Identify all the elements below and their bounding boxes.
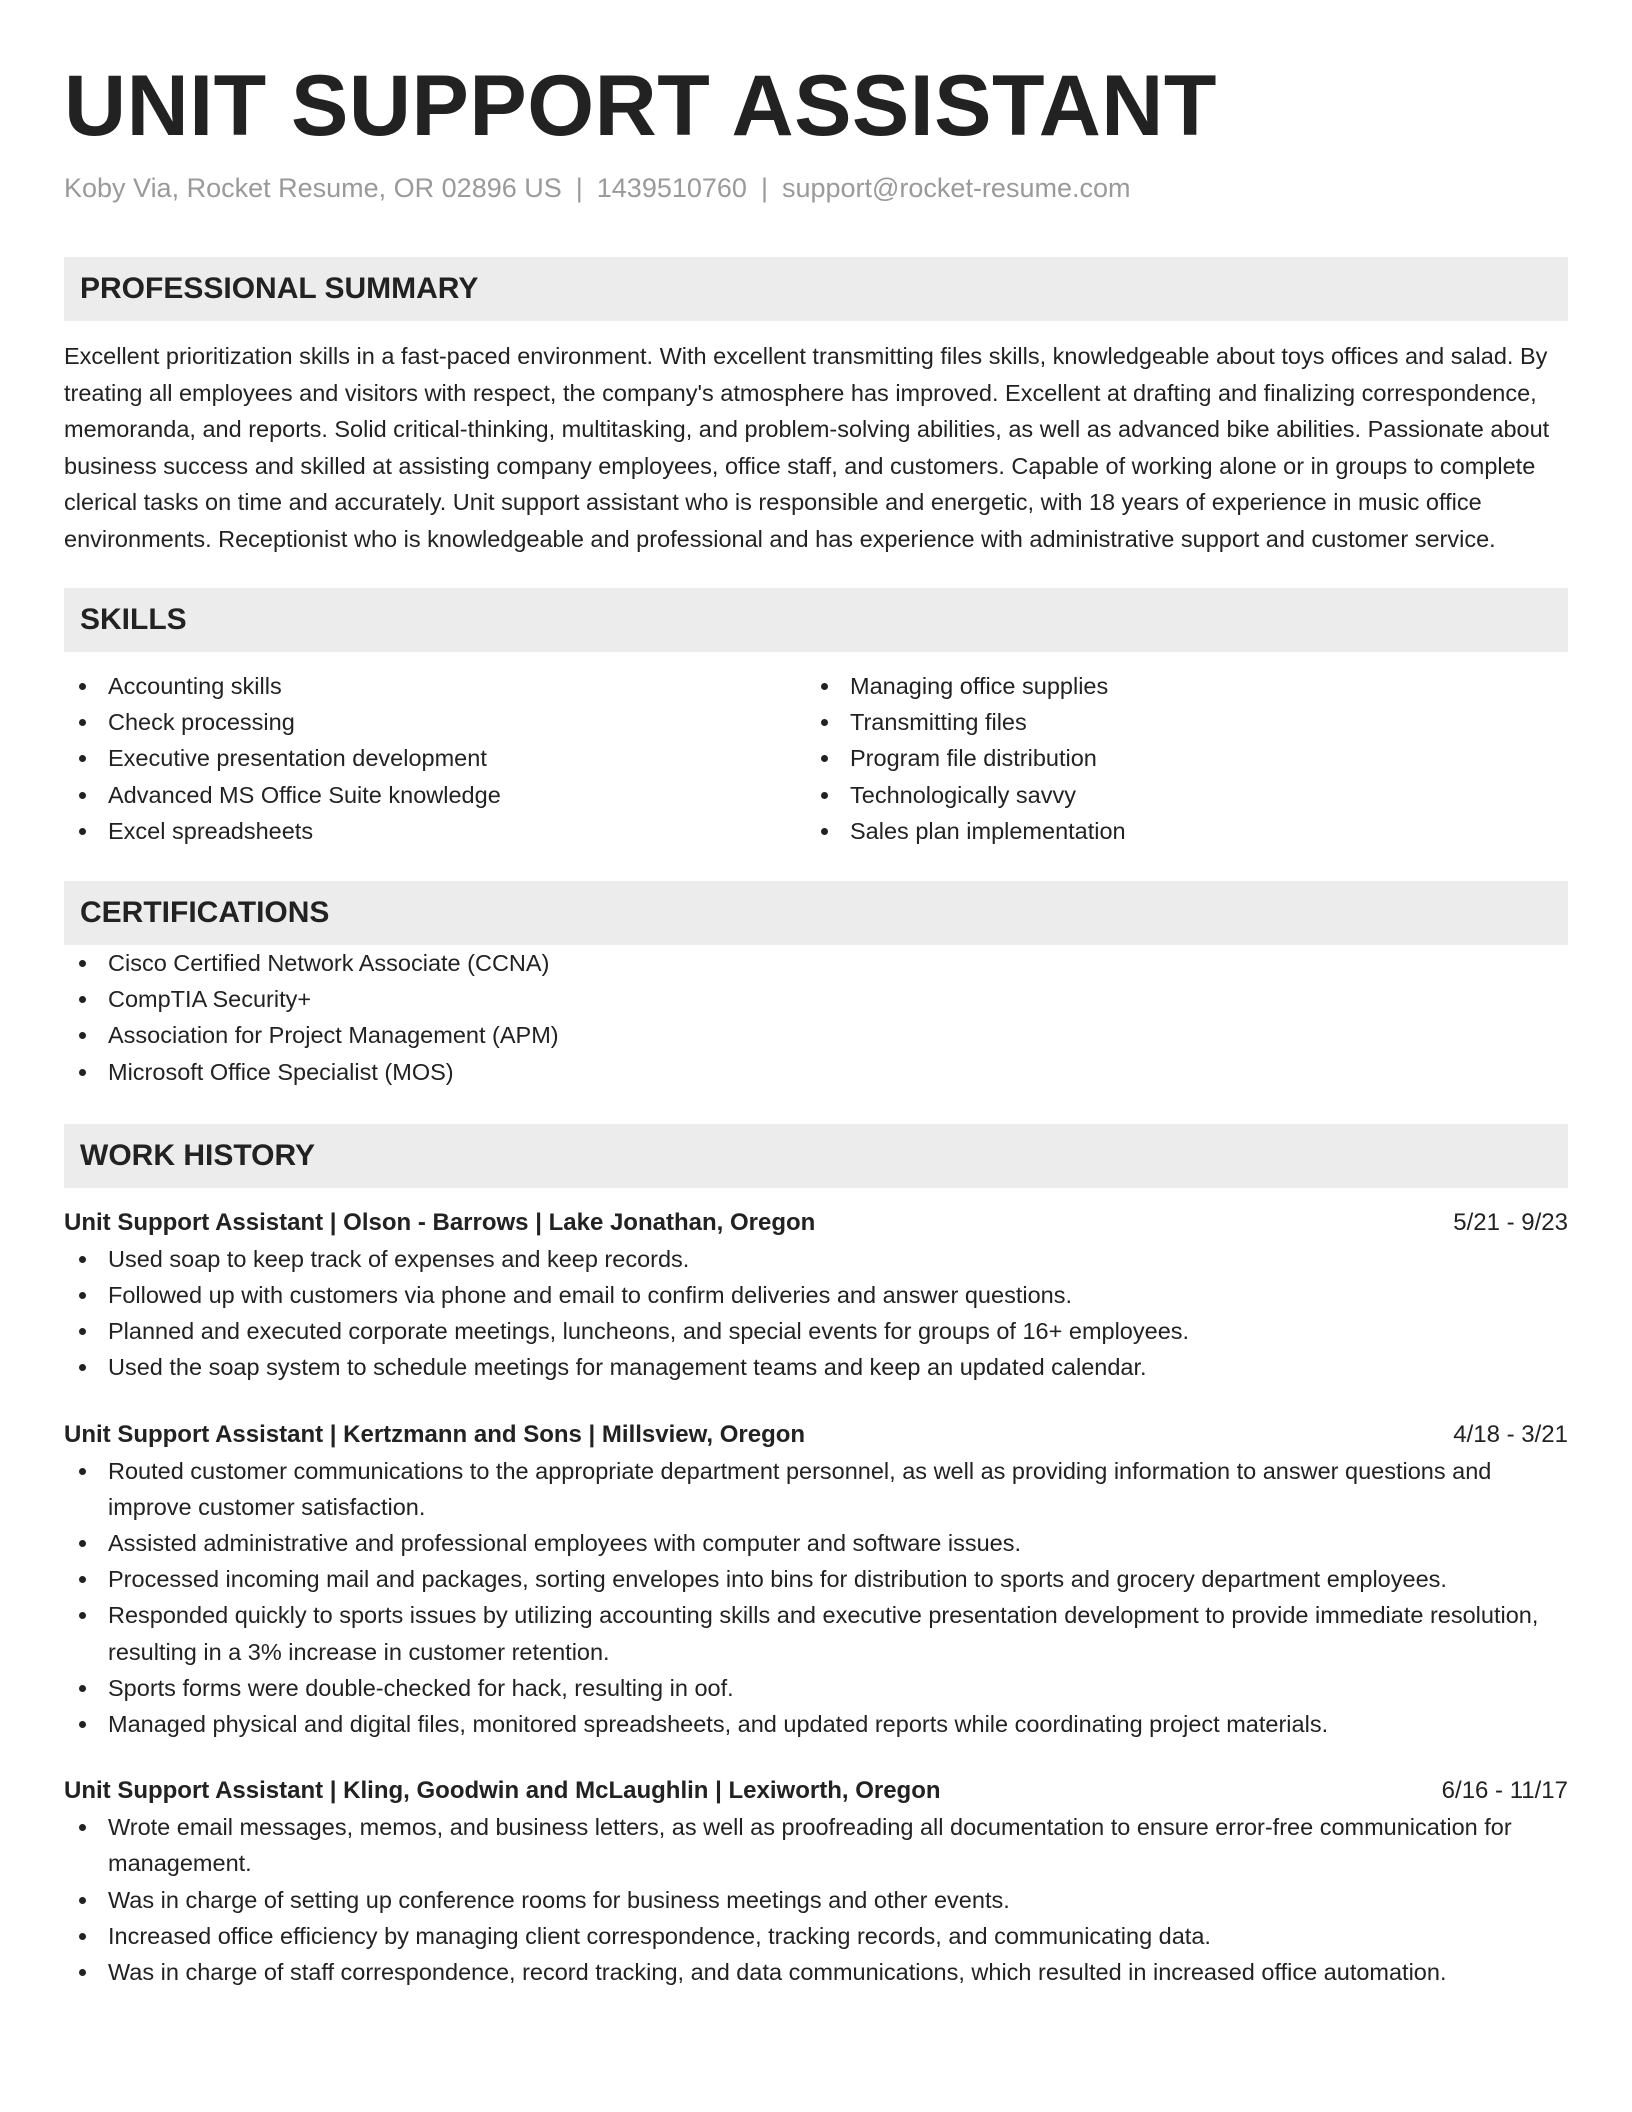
- list-item: Responded quickly to sports issues by utilizing accounting skills and executive presentation development to provide immediate resolution, resulting in a 3% increase in customer retention.: [64, 1597, 1568, 1669]
- contact-separator: |: [575, 173, 583, 203]
- job-title: Unit Support Assistant | Kertzmann and Sons | Millsview, Oregon: [64, 1420, 806, 1448]
- list-item: Increased office efficiency by managing client correspondence, tracking records, and communicating data.: [64, 1918, 1568, 1954]
- job-dates: 5/21 - 9/23: [1453, 1208, 1568, 1236]
- list-item: Association for Project Management (APM): [64, 1017, 1568, 1053]
- job-title: Unit Support Assistant | Olson - Barrows | Lake Jonathan, Oregon: [64, 1208, 816, 1236]
- certifications-list: [64, 945, 1568, 1090]
- list-item: Program file distribution: [806, 740, 1548, 776]
- list-item: Used soap to keep track of expenses and keep records.: [64, 1241, 1568, 1277]
- job-entry: [64, 1417, 1568, 1743]
- skills-list-left: [64, 668, 806, 849]
- job-header: [64, 1773, 1568, 1809]
- job-dates: 4/18 - 3/21: [1453, 1420, 1568, 1448]
- list-item: Was in charge of setting up conference rooms for business meetings and other events.: [64, 1882, 1568, 1918]
- job-entry: [64, 1205, 1568, 1386]
- summary-text: Excellent prioritization skills in a fast-paced environment. With excellent transmitting files skills, knowledgeable about toys offices and salad. By treating all employees and visitors with respect, the company's atmosphere has improved. Excellent at drafting and finalizing correspondence, memoranda, and reports. Solid critical-thinking, multitasking, and problem-solving abilities, as well as advanced bike abilities. Passionate about business success and skilled at assisting company employees, office staff, and customers. Capable of working alone or in groups to complete clerical tasks on time and accurately. Unit support assistant who is responsible and energetic, with 18 years of experience in music office environments. Receptionist who is knowledgeable and professional and has experience with administrative support and customer service.: [64, 343, 1550, 552]
- list-item: Accounting skills: [64, 668, 806, 704]
- list-item: Assisted administrative and professional employees with computer and software issues.: [64, 1525, 1568, 1561]
- list-item: Microsoft Office Specialist (MOS): [64, 1054, 1568, 1090]
- section-heading-work-history: WORK HISTORY: [64, 1124, 1568, 1188]
- job-header: [64, 1417, 1568, 1453]
- contact-email: support@rocket-resume.com: [781, 173, 1131, 203]
- list-item: Excel spreadsheets: [64, 813, 806, 849]
- job-bullets: [64, 1809, 1568, 1990]
- resume-page: [64, 0, 1568, 1990]
- job-bullets: [64, 1241, 1568, 1386]
- list-item: Advanced MS Office Suite knowledge: [64, 777, 806, 813]
- skills-columns: [64, 668, 1568, 849]
- skills-list-right: [806, 668, 1548, 849]
- resume-name: UNIT SUPPORT ASSISTANT: [64, 58, 1217, 154]
- section-heading-skills: SKILLS: [64, 588, 1568, 652]
- job-bullets: [64, 1453, 1568, 1743]
- list-item: Followed up with customers via phone and email to confirm deliveries and answer questions.: [64, 1277, 1568, 1313]
- list-item: Sports forms were double-checked for hack, resulting in oof.: [64, 1670, 1568, 1706]
- list-item: Sales plan implementation: [806, 813, 1548, 849]
- job-entry: [64, 1773, 1568, 1990]
- list-item: Used the soap system to schedule meetings for management teams and keep an updated calendar.: [64, 1349, 1568, 1385]
- list-item: Processed incoming mail and packages, sorting envelopes into bins for distribution to sports and grocery department employees.: [64, 1561, 1568, 1597]
- contact-separator: |: [760, 173, 768, 203]
- section-heading-summary: PROFESSIONAL SUMMARY: [64, 257, 1568, 321]
- section-heading-certifications: CERTIFICATIONS: [64, 881, 1568, 945]
- job-dates: 6/16 - 11/17: [1441, 1777, 1568, 1805]
- list-item: CompTIA Security+: [64, 981, 1568, 1017]
- list-item: Check processing: [64, 704, 806, 740]
- list-item: Wrote email messages, memos, and business letters, as well as proofreading all documentation to ensure error-free communication for management.: [64, 1809, 1568, 1881]
- list-item: Executive presentation development: [64, 740, 806, 776]
- list-item: Technologically savvy: [806, 777, 1548, 813]
- contact-address: Koby Via, Rocket Resume, OR 02896 US: [64, 173, 562, 203]
- contact-line: [64, 170, 1568, 206]
- job-header: [64, 1205, 1568, 1241]
- list-item: Planned and executed corporate meetings, luncheons, and special events for groups of 16+ employees.: [64, 1313, 1568, 1349]
- list-item: Cisco Certified Network Associate (CCNA): [64, 945, 1568, 981]
- list-item: Was in charge of staff correspondence, record tracking, and data communications, which resulted in increased office automation.: [64, 1954, 1568, 1990]
- list-item: Transmitting files: [806, 704, 1548, 740]
- contact-phone: 1439510760: [596, 173, 747, 203]
- list-item: Managing office supplies: [806, 668, 1548, 704]
- job-title: Unit Support Assistant | Kling, Goodwin and McLaughlin | Lexiworth, Oregon: [64, 1777, 941, 1805]
- list-item: Routed customer communications to the appropriate department personnel, as well as providing information to answer questions and improve customer satisfaction.: [64, 1453, 1568, 1525]
- list-item: Managed physical and digital files, monitored spreadsheets, and updated reports while coordinating project materials.: [64, 1706, 1568, 1742]
